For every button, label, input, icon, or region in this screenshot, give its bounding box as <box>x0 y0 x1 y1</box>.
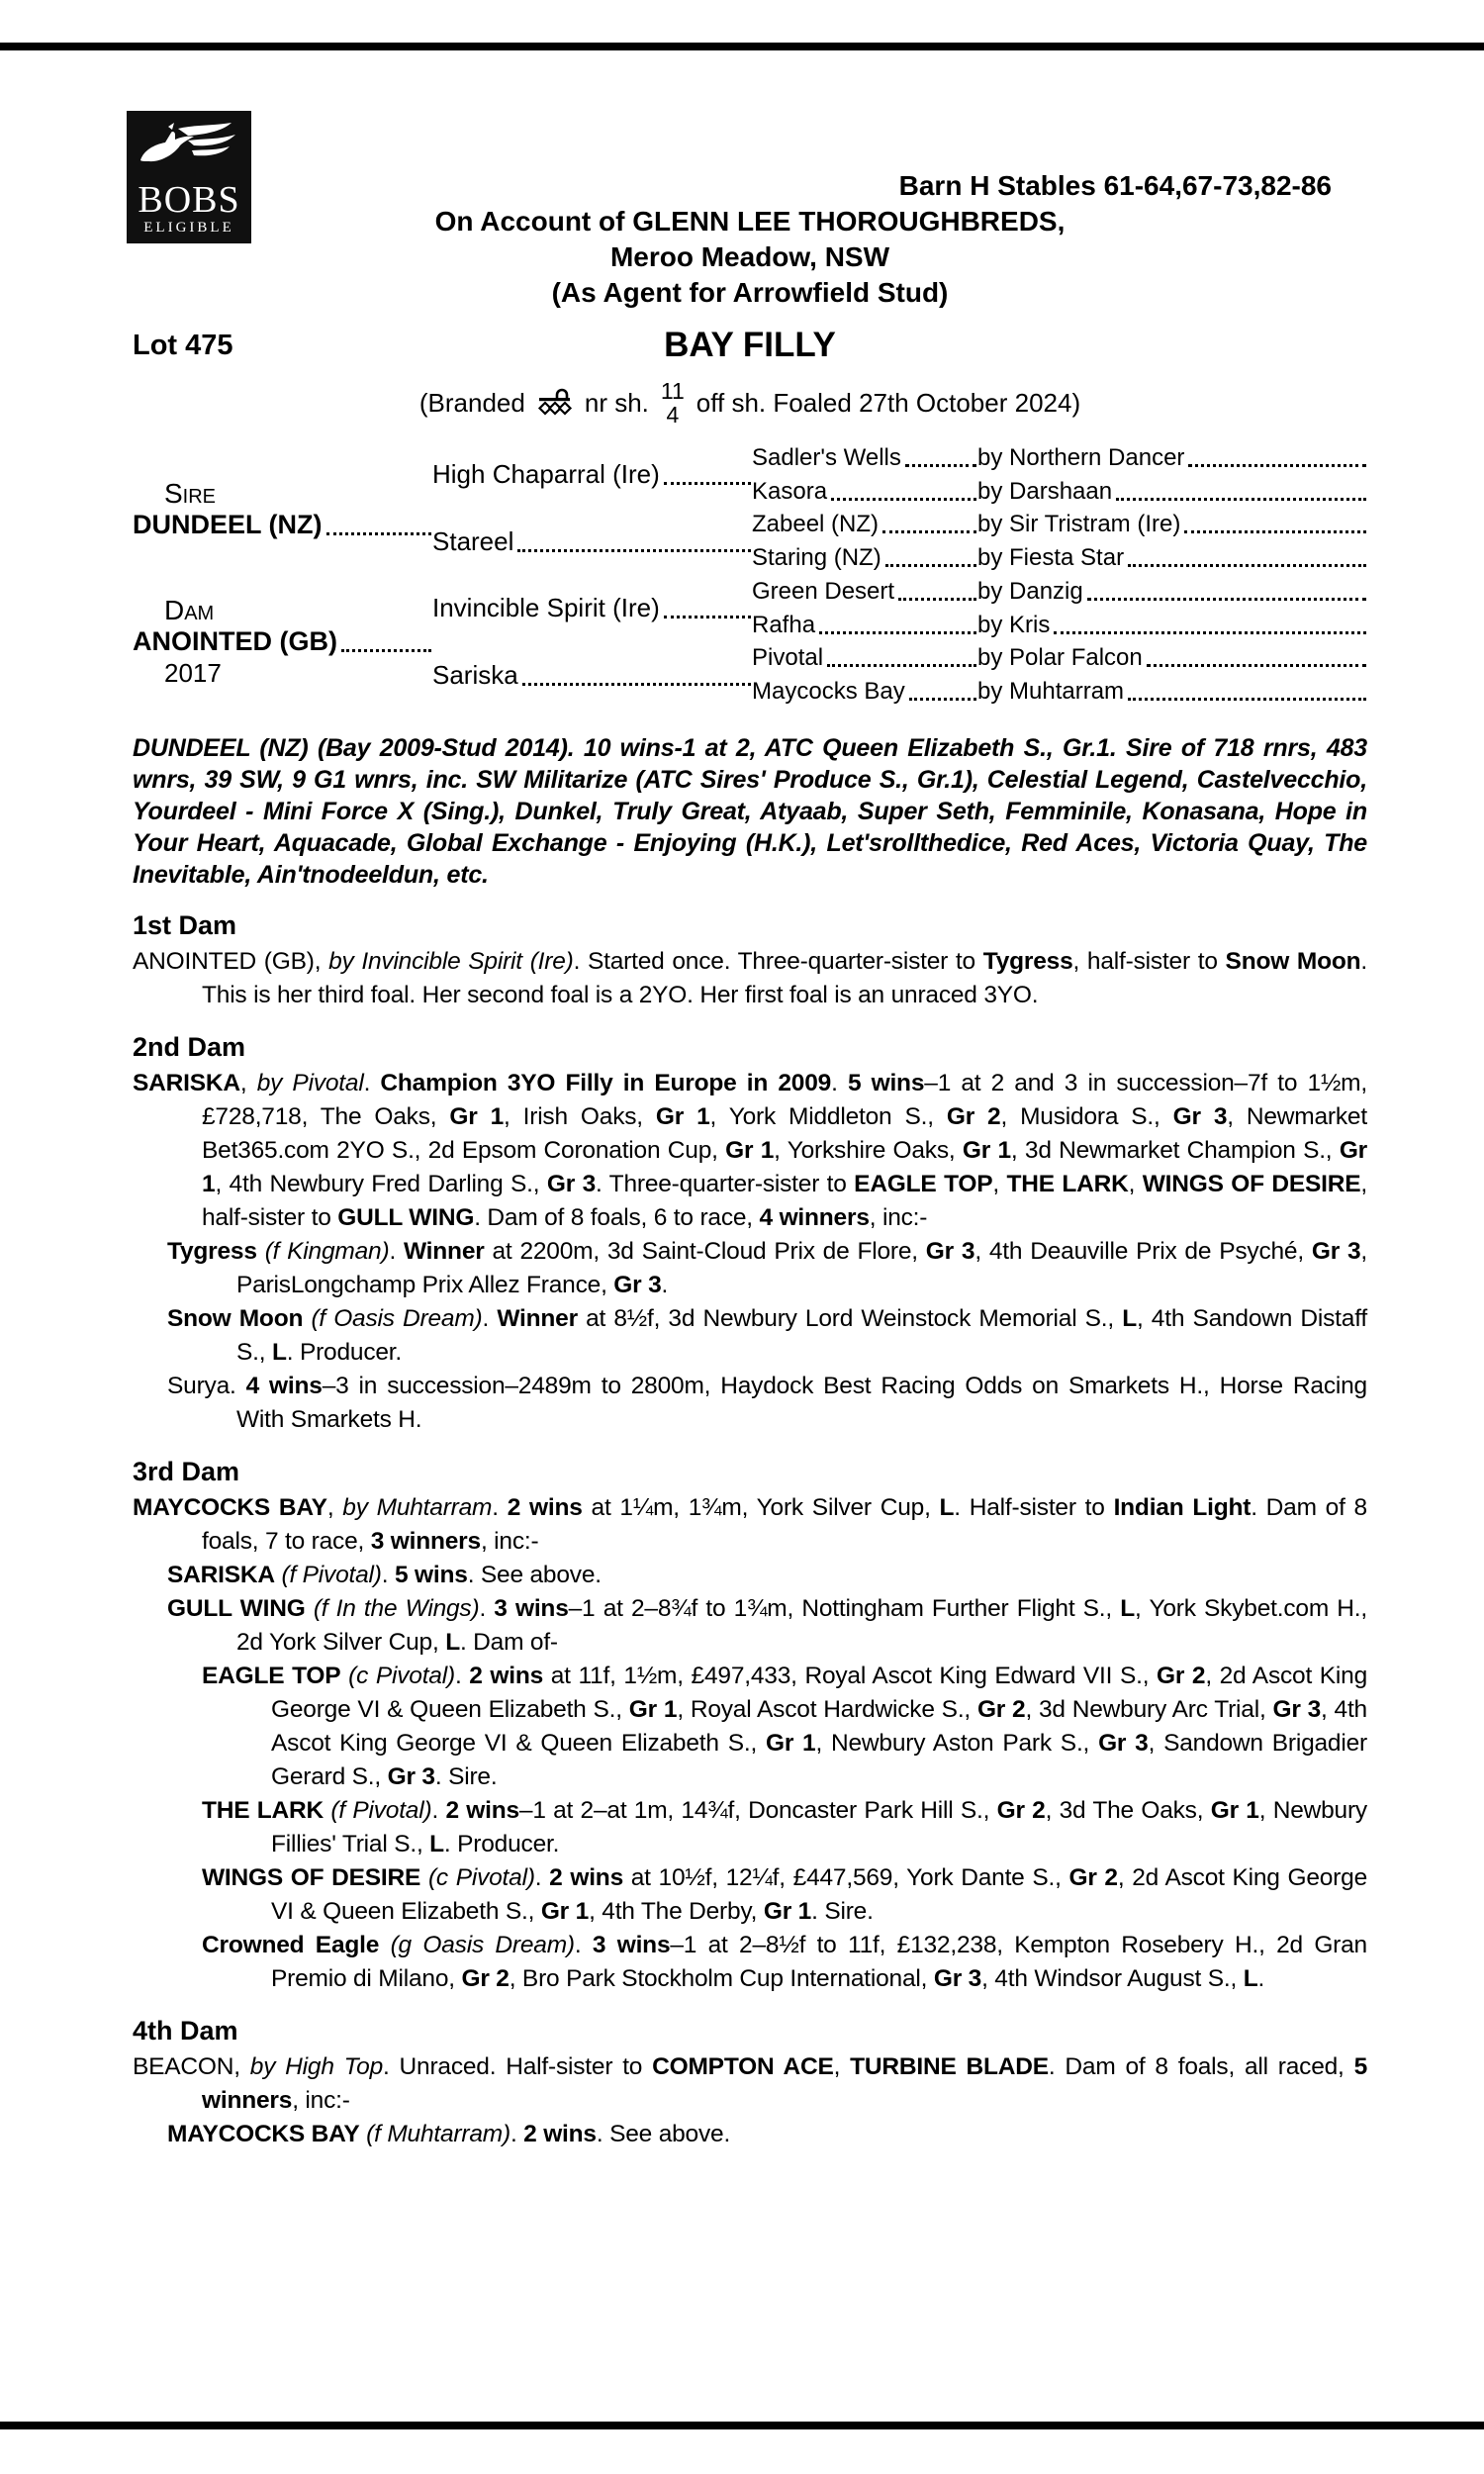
leader-dots <box>664 616 751 618</box>
pedigree-gen3-row <box>752 475 1367 509</box>
leader-dots <box>885 564 976 567</box>
dam-name-row <box>133 626 432 657</box>
leader-dots <box>898 598 976 601</box>
leader-dots <box>341 649 431 652</box>
sire-name: DUNDEEL (NZ) <box>133 509 323 539</box>
pedigree-gen3-row <box>752 509 1367 542</box>
pedigree-gen3-row <box>752 575 1367 609</box>
top-rule <box>0 43 1484 50</box>
dam-heading: 4th Dam <box>133 2016 238 2046</box>
leader-dots <box>1116 498 1366 501</box>
dam-year: 2017 <box>164 658 222 688</box>
location-line: Meroo Meadow, NSW <box>609 241 890 272</box>
barn-line: Barn H Stables 61-64,67-73,82-86 <box>898 170 1332 201</box>
pedigree-gen3-row <box>752 441 1367 475</box>
pedigree-gen2-name: Stareel <box>432 525 514 556</box>
leader-dots <box>1087 598 1366 601</box>
pedigree-gen3-name: Zabeel (NZ) <box>752 511 880 538</box>
pedigree-gen3-row <box>752 609 1367 642</box>
brand-fraction-top: 11 <box>660 378 685 404</box>
branded-post-text: off sh. Foaled 27th October 2024) <box>696 387 1081 418</box>
dam-sections <box>133 910 1367 2151</box>
leader-dots <box>909 698 976 701</box>
leader-dots <box>1128 698 1366 701</box>
bobs-logo <box>127 111 251 243</box>
pedigree-gen2-name: High Chaparral (Ire) <box>432 459 660 490</box>
pedigree-entry: BEACON, by High Top. Unraced. Half-sister to COMPTON ACE, TURBINE BLADE. Dam of 8 foals, all raced, 5 winners, inc:- <box>133 2053 1368 2114</box>
bottom-rule <box>0 2422 1484 2429</box>
dam-heading: 1st Dam <box>133 910 237 940</box>
pedigree-col-grandparents <box>432 441 752 709</box>
pedigree-entry: ANOINTED (GB), by Invincible Spirit (Ire). Started once. Three-quarter-sister to Tygress, half-sister to Snow Moon. This is her third foal. Her second foal is a 2YO. Her first foal is an unraced 3YO. <box>133 948 1367 1008</box>
pedigree-gen4-sire: by Fiesta Star <box>977 544 1125 572</box>
sire-blurb: DUNDEEL (NZ) (Bay 2009-Stud 2014). 10 wins-1 at 2, ATC Queen Elizabeth S., Gr.1. Sire of 718 rnrs, 483 wnrs, 39 SW, 9 G1 wnrs, inc. SW Militarize (ATC Sires' Produce S., Gr.1), Celestial Legend, Castelvecchio, Yourdeel - Mini Force X (Sing.), Dunkel, Truly Great, Atyaab, Super Seth, Femminile, Konasana, Hope in Your Heart, Aquacade, Global Exchange - Enjoying (H.K.), Let'srollthedice, Red Aces, Victoria Quay, The Inevitable, Ain'tnodeeldun, etc. <box>133 734 1367 889</box>
leader-dots <box>819 631 976 634</box>
dam-label: Dam <box>164 595 215 625</box>
pedigree-table <box>133 441 1367 709</box>
account-line: On Account of GLENN LEE THOROUGHBREDS, <box>434 206 1066 237</box>
pedigree-gen2-name: Sariska <box>432 659 518 690</box>
pedigree-entry: SARISKA (f Pivotal). 5 wins. See above. <box>167 1562 602 1588</box>
pedigree-gen3-name: Staring (NZ) <box>752 544 881 572</box>
leader-dots <box>326 532 432 535</box>
pedigree-gen3-row <box>752 541 1367 575</box>
pedigree-gen4-sire: by Danzig <box>977 577 1083 605</box>
leader-dots <box>882 530 976 533</box>
pedigree-col-greatgrandparents <box>752 441 1367 709</box>
pedigree-gen4-sire: by Kris <box>977 611 1051 638</box>
brand-fraction <box>661 379 685 427</box>
branded-mid-text: nr sh. <box>584 387 649 418</box>
pedigree-gen2-cell <box>432 575 752 642</box>
pedigree-gen4-sire: by Darshaan <box>977 477 1113 505</box>
bobs-horse-icon <box>133 123 245 174</box>
pedigree-gen3-row <box>752 675 1367 709</box>
pedigree-entry: WINGS OF DESIRE (c Pivotal). 2 wins at 10½f, 12¼f, £447,569, York Dante S., Gr 2, 2d Ascot King George VI & Queen Elizabeth S., Gr 1, 4th The Derby, Gr 1. Sire. <box>202 1864 1367 1925</box>
leader-dots <box>1128 564 1366 567</box>
pedigree-gen4-sire: by Polar Falcon <box>977 644 1143 672</box>
branded-line <box>133 368 1367 437</box>
agent-line: (As Agent for Arrowfield Stud) <box>551 277 949 308</box>
dam-group <box>133 575 432 709</box>
pedigree-gen2-cell <box>432 642 752 710</box>
lot-title-row <box>133 323 1367 368</box>
pedigree-gen3-name: Sadler's Wells <box>752 443 901 471</box>
leader-dots <box>522 683 751 686</box>
bobs-eligible-text: ELIGIBLE <box>143 220 234 236</box>
pedigree-entry: EAGLE TOP (c Pivotal). 2 wins at 11f, 1½m, £497,433, Royal Ascot King Edward VII S., Gr 2, 2d Ascot King George VI & Queen Elizabeth S., Gr 1, Royal Ascot Hardwicke S., Gr 2, 3d Newbury Arc Trial, Gr 3, 4th Ascot King George VI & Queen Elizabeth S., Gr 1, Newbury Aston Park S., Gr 3, Sandown Brigadier Gerard S., Gr 3. Sire. <box>202 1663 1368 1790</box>
pedigree-gen4-sire: by Sir Tristram (Ire) <box>977 511 1181 538</box>
pedigree-entry: Tygress (f Kingman). Winner at 2200m, 3d Saint-Cloud Prix de Flore, Gr 3, 4th Deauville Prix de Psyché, Gr 3, ParisLongchamp Prix Allez France, Gr 3. <box>167 1238 1368 1298</box>
pedigree-entry: MAYCOCKS BAY, by Muhtarram. 2 wins at 1¼m, 1¾m, York Silver Cup, L. Half-sister to Indian Light. Dam of 8 foals, 7 to race, 3 winners, inc:- <box>133 1494 1367 1555</box>
leader-dots <box>1054 631 1366 634</box>
leader-dots <box>1188 464 1366 467</box>
pedigree-gen4-sire: by Muhtarram <box>977 678 1125 706</box>
pedigree-entry: MAYCOCKS BAY (f Muhtarram). 2 wins. See above. <box>167 2121 731 2147</box>
pedigree-entry: THE LARK (f Pivotal). 2 wins–1 at 2–at 1m, 14¾f, Doncaster Park Hill S., Gr 2, 3d The Oaks, Gr 1, Newbury Fillies' Trial S., L. Producer. <box>202 1797 1367 1857</box>
pedigree-gen3-name: Green Desert <box>752 577 895 605</box>
pedigree-gen3-name: Rafha <box>752 611 816 638</box>
pedigree-gen3-name: Pivotal <box>752 644 824 672</box>
lot-number: Lot 475 <box>133 330 233 361</box>
dam-heading: 2nd Dam <box>133 1032 246 1062</box>
branded-pre-text: (Branded <box>418 387 525 418</box>
brand-fraction-bottom: 4 <box>666 402 680 428</box>
leader-dots <box>1184 530 1366 533</box>
bobs-logo-text: BOBS <box>138 179 240 221</box>
leader-dots <box>517 549 751 552</box>
dam-name: ANOINTED (GB) <box>133 626 337 656</box>
brand-mark-icon <box>537 387 573 419</box>
pedigree-col-parents <box>133 441 432 709</box>
pedigree-entry: Crowned Eagle (g Oasis Dream). 3 wins–1 at 2–8½f to 11f, £132,238, Kempton Rosebery H., 2d Gran Premio di Milano, Gr 2, Bro Park Stockholm Cup International, Gr 3, 4th Windsor August S., L. <box>202 1932 1367 1992</box>
pedigree-entry: Snow Moon (f Oasis Dream). Winner at 8½f, 3d Newbury Lord Weinstock Memorial S., L, 4th Sandown Distaff S., L. Producer. <box>167 1305 1367 1366</box>
pedigree-gen2-cell <box>432 509 752 576</box>
leader-dots <box>831 498 976 501</box>
leader-dots <box>1147 664 1366 667</box>
page-title: BAY FILLY <box>664 326 836 364</box>
pedigree-gen2-cell <box>432 441 752 509</box>
pedigree-entry: GULL WING (f In the Wings). 3 wins–1 at 2–8¾f to 1¾m, Nottingham Further Flight S., L, York Skybet.com H., 2d York Silver Cup, L. Dam of- <box>167 1595 1367 1656</box>
dam-heading: 3rd Dam <box>133 1457 240 1486</box>
pedigree-gen3-row <box>752 642 1367 676</box>
pedigree-gen3-name: Kasora <box>752 477 828 505</box>
sire-label: Sire <box>164 477 217 509</box>
sire-name-row <box>133 510 432 540</box>
sire-group <box>133 441 432 575</box>
pedigree-entry: Surya. 4 wins–3 in succession–2489m to 2800m, Haydock Best Racing Odds on Smarkets H., Horse Racing With Smarkets H. <box>167 1373 1367 1433</box>
pedigree-gen2-name: Invincible Spirit (Ire) <box>432 593 660 623</box>
pedigree-gen4-sire: by Northern Dancer <box>977 443 1185 471</box>
leader-dots <box>905 464 976 467</box>
leader-dots <box>664 482 751 485</box>
pedigree-entry: SARISKA, by Pivotal. Champion 3YO Filly in Europe in 2009. 5 wins–1 at 2 and 3 in succession–7f to 1½m, £728,718, The Oaks, Gr 1, Irish Oaks, Gr 1, York Middleton S., Gr 2, Musidora S., Gr 3, Newmarket Bet365.com 2YO S., 2d Epsom Coronation Cup, Gr 1, Yorkshire Oaks, Gr 1, 3d Newmarket Champion S., Gr 1, 4th Newbury Fred Darling S., Gr 3. Three-quarter-sister to EAGLE TOP, THE LARK, WINGS OF DESIRE, half-sister to GULL WING. Dam of 8 foals, 6 to race, 4 winners, inc:- <box>133 1070 1368 1231</box>
leader-dots <box>827 664 976 667</box>
pedigree-gen3-name: Maycocks Bay <box>752 678 905 706</box>
